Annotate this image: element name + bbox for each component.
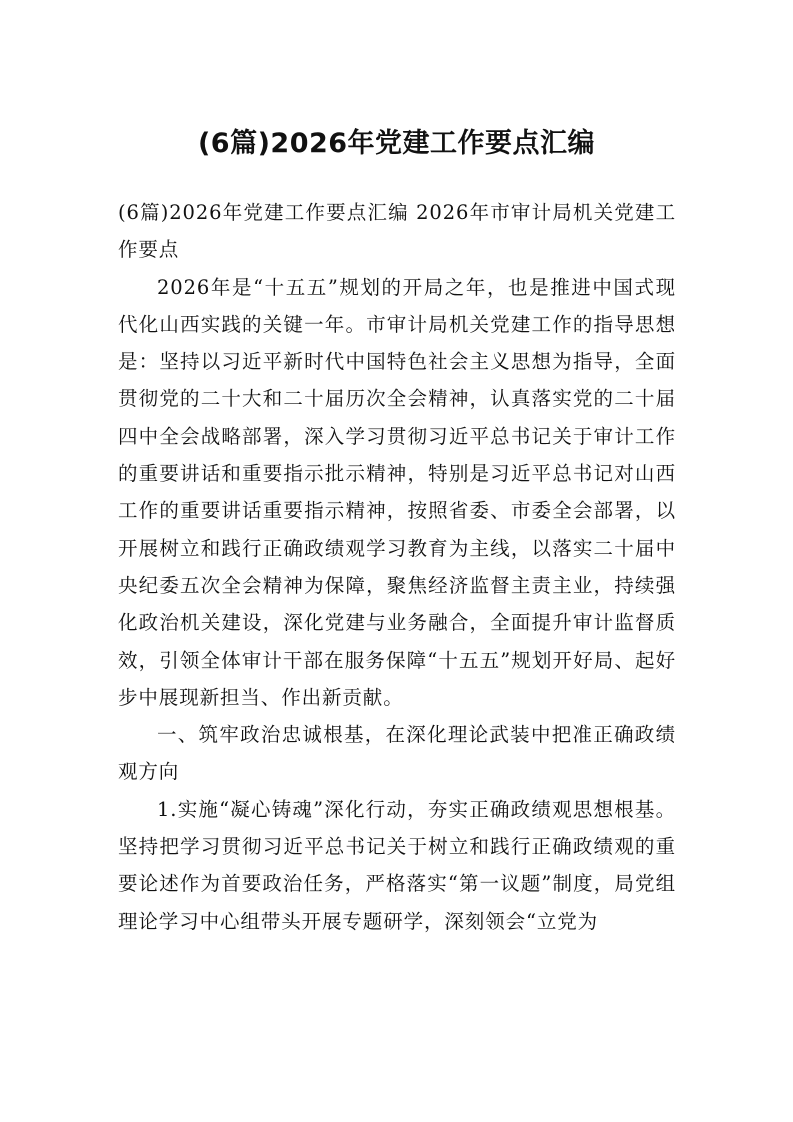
document-title: (6篇)2026年党建工作要点汇编 xyxy=(197,128,596,159)
section-heading-1: 一、筑牢政治忠诚根基，在深化理论武装中把准正确政绩观方向 xyxy=(118,723,676,784)
guiding-thought-paragraph: 2026年是“十五五”规划的开局之年，也是推进中国式现代化山西实践的关键一年。市审计局机关党建工作的指导思想是：坚持以习近平新时代中国特色社会主义思想为指导，全面贯彻党的二十大和二十届历次全会精神，认真落实党的二十届四中全会战略部署，深入学习贯彻习近平总书记关于审计工作的重要讲话和重要指示批示精神，特别是习近平总书记对山西工作的重要讲话重要指示精神，按照省委、市委全会部署，以开展树立和践行正确政绩观学习教育为主线，以落实二十届中央纪委五次全会精神为保障，聚焦经济监督主责主业，持续强化政治机关建设，深化党建与业务融合，全面提升审计监督质效，引领全体审计干部在服务保障“十五五”规划开好局、起好步中展现新担当、作出新贡献。 xyxy=(118,275,676,709)
item-paragraph-1: 1.实施“凝心铸魂”深化行动，夯实正确政绩观思想根基。坚持把学习贯彻习近平总书记关于树立和践行正确政绩观的重要论述作为首要政治任务，严格落实“第一议题”制度，局党组理论学习中心组带头开展专题研学，深刻领会“立党为 xyxy=(118,797,676,933)
intro-paragraph: (6篇)2026年党建工作要点汇编 2026年市审计局机关党建工作要点 xyxy=(118,201,676,262)
document-body xyxy=(118,194,676,940)
